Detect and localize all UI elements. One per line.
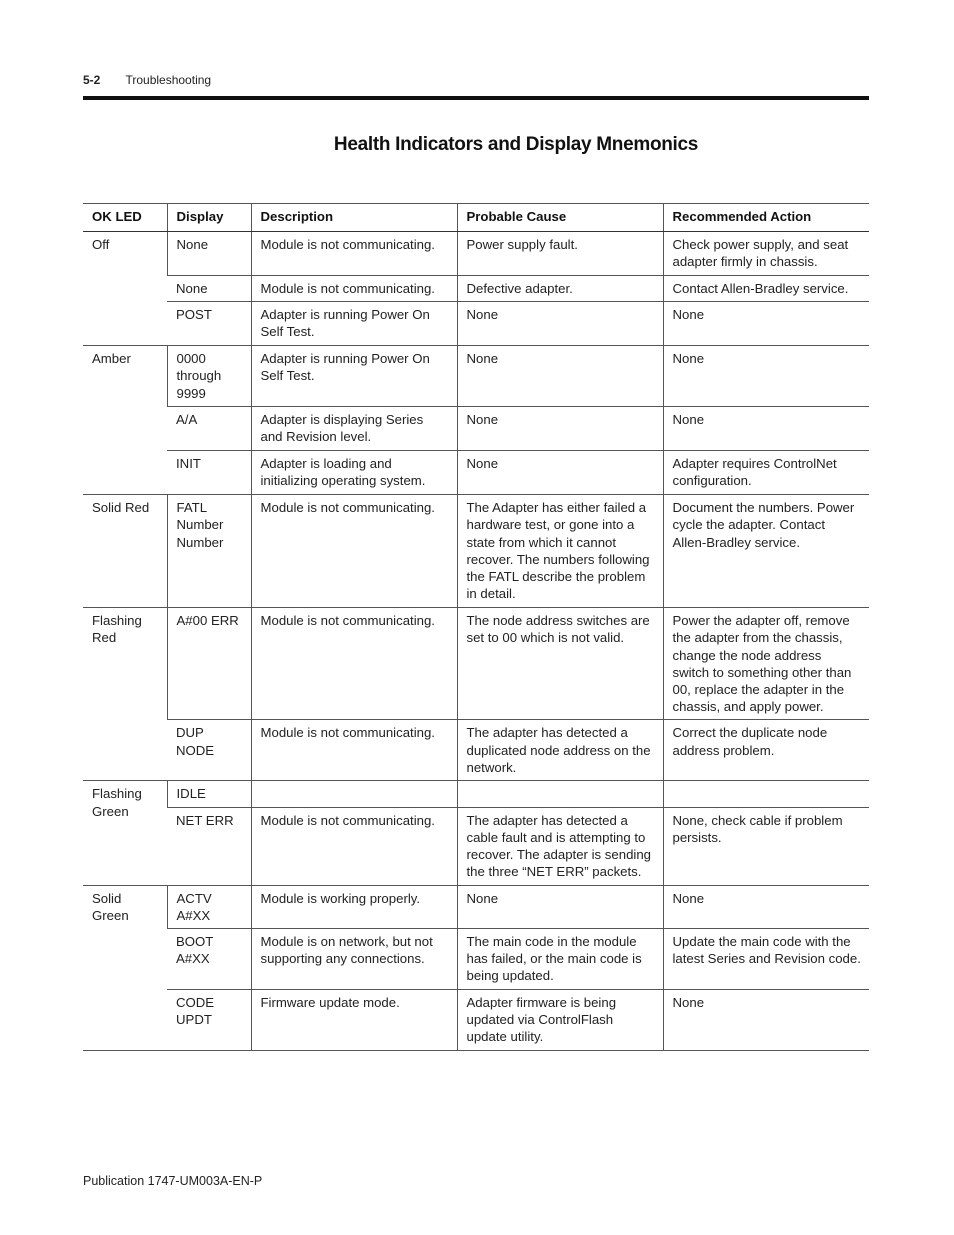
display-cell: INIT [167,451,251,495]
recommended-action-cell: Contact Allen-Bradley service. [663,276,869,302]
table-row [83,807,869,885]
recommended-action-cell: Correct the duplicate node address problem. [663,720,869,781]
description-cell: Module is not communicating. [251,232,457,276]
description-cell: Adapter is running Power On Self Test. [251,302,457,346]
column-header-recommended-action: Recommended Action [663,204,869,232]
table-row [83,276,869,302]
probable-cause-cell: The adapter has detected a duplicated node address on the network. [457,720,663,781]
table-row [83,781,869,807]
table-row [83,407,869,451]
display-cell: BOOT A#XX [167,929,251,990]
description-cell: Module is not communicating. [251,276,457,302]
display-cell: 0000 through 9999 [167,346,251,407]
table-row [83,232,869,276]
recommended-action-cell: None [663,302,869,346]
recommended-action-cell: Check power supply, and seat adapter firmly in chassis. [663,232,869,276]
description-cell: Firmware update mode. [251,990,457,1051]
recommended-action-cell: None [663,346,869,407]
ok-led-cell: Solid Green [83,885,167,1050]
probable-cause-cell: None [457,346,663,407]
display-cell: ACTV A#XX [167,885,251,928]
probable-cause-cell: The main code in the module has failed, or the main code is being updated. [457,929,663,990]
description-cell: Module is not communicating. [251,608,457,720]
ok-led-cell: Flashing Red [83,608,167,781]
description-cell: Module is not communicating. [251,720,457,781]
ok-led-cell: Off [83,232,167,346]
probable-cause-cell: Defective adapter. [457,276,663,302]
recommended-action-cell: Power the adapter off, remove the adapter from the chassis, change the node address switch to something other than 00, replace the adapter in the chassis, and apply power. [663,608,869,720]
probable-cause-cell: The adapter has detected a cable fault and is attempting to recover. The adapter is sending the three “NET ERR” packets. [457,807,663,885]
column-header-ok-led: OK LED [83,204,167,232]
page-title: Health Indicators and Display Mnemonics [333,134,699,155]
section-name: Troubleshooting [125,73,212,87]
ok-led-cell: Amber [83,346,167,495]
table-row [83,990,869,1051]
table-header-row [83,204,869,232]
probable-cause-cell: The node address switches are set to 00 which is not valid. [457,608,663,720]
column-header-probable-cause: Probable Cause [457,204,663,232]
ok-led-cell: Flashing Green [83,781,167,885]
recommended-action-cell: None [663,407,869,451]
description-cell: Module is on network, but not supporting any connections. [251,929,457,990]
table-row [83,302,869,346]
description-cell: Module is not communicating. [251,495,457,608]
description-cell: Module is not communicating. [251,807,457,885]
recommended-action-cell [663,781,869,807]
health-indicators-table [83,203,869,1051]
probable-cause-cell: None [457,885,663,928]
probable-cause-cell: Power supply fault. [457,232,663,276]
display-cell: A/A [167,407,251,451]
description-cell: Adapter is running Power On Self Test. [251,346,457,407]
description-cell [251,781,457,807]
publication-footer: Publication 1747-UM003A-EN-P [83,1174,263,1188]
display-cell: NET ERR [167,807,251,885]
description-cell: Module is working properly. [251,885,457,928]
display-cell: A#00 ERR [167,608,251,720]
column-header-description: Description [251,204,457,232]
table-row [83,451,869,495]
ok-led-cell: Solid Red [83,495,167,608]
probable-cause-cell: The Adapter has either failed a hardware test, or gone into a state from which it cannot recover. The numbers following the FATL describe the problem in detail. [457,495,663,608]
display-cell: None [167,232,251,276]
probable-cause-cell [457,781,663,807]
probable-cause-cell: None [457,407,663,451]
table-row [83,495,869,608]
probable-cause-cell: Adapter firmware is being updated via ControlFlash update utility. [457,990,663,1051]
recommended-action-cell: None [663,990,869,1051]
recommended-action-cell: Document the numbers. Power cycle the adapter. Contact Allen-Bradley service. [663,495,869,608]
page-header [83,73,211,87]
display-cell: FATL Number Number [167,495,251,608]
display-cell: DUP NODE [167,720,251,781]
table-row [83,720,869,781]
display-cell: None [167,276,251,302]
page-number: 5-2 [83,73,101,87]
recommended-action-cell: Adapter requires ControlNet configuration. [663,451,869,495]
header-rule [83,96,869,100]
probable-cause-cell: None [457,302,663,346]
display-cell: CODE UPDT [167,990,251,1051]
description-cell: Adapter is displaying Series and Revision level. [251,407,457,451]
description-cell: Adapter is loading and initializing operating system. [251,451,457,495]
probable-cause-cell: None [457,451,663,495]
display-cell: POST [167,302,251,346]
recommended-action-cell: None, check cable if problem persists. [663,807,869,885]
recommended-action-cell: None [663,885,869,928]
table-row [83,885,869,928]
recommended-action-cell: Update the main code with the latest Series and Revision code. [663,929,869,990]
table-body [83,232,869,1051]
column-header-display: Display [167,204,251,232]
table-row [83,929,869,990]
table-row [83,608,869,720]
display-cell: IDLE [167,781,251,807]
table-row [83,346,869,407]
